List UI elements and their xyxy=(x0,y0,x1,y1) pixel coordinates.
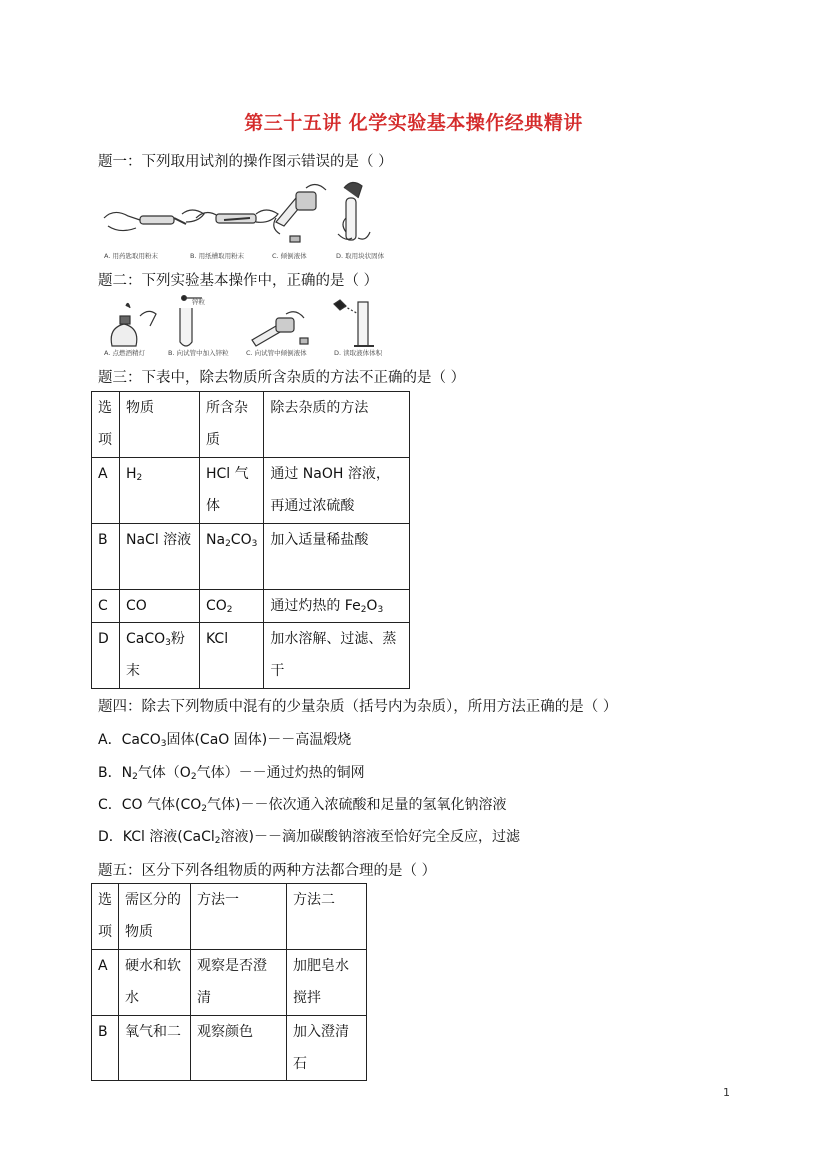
table-cell-method-2: 加入澄清石 xyxy=(287,1016,367,1081)
q5-table xyxy=(91,883,367,1081)
table-header-cell: 除去杂质的方法 xyxy=(264,392,410,458)
q1-figure-c xyxy=(274,184,326,242)
table-row xyxy=(92,950,367,1016)
q2-figure xyxy=(100,296,400,356)
table-header-cell: 需区分的物质 xyxy=(119,884,191,950)
page-title: 第三十五讲 化学实验基本操作经典精讲 xyxy=(244,112,583,134)
table-cell-method: 通过 NaOH 溶液，再通过浓硫酸 xyxy=(264,458,410,524)
table-header-cell: 选项 xyxy=(92,884,119,950)
table-row xyxy=(92,884,367,950)
q2-caption-b: B. 向试管中加入锌粒 xyxy=(168,349,229,357)
table-cell-option: D xyxy=(92,623,120,689)
q2-caption-d: D. 读取液体体积 xyxy=(334,349,383,357)
question-4-text: 题四：除去下列物质中混有的少量杂质（括号内为杂质），所用方法正确的是（ ） xyxy=(98,699,618,715)
q3-table xyxy=(91,391,410,689)
table-cell-option: B xyxy=(92,1016,119,1081)
q1-caption-a: A. 用药匙取用粉末 xyxy=(104,252,158,260)
table-header-cell: 方法二 xyxy=(287,884,367,950)
table-cell-substance: CaCO$_3$粉末 xyxy=(120,623,200,689)
q1-caption-b: B. 用纸槽取用粉末 xyxy=(190,252,245,260)
table-row xyxy=(92,590,410,623)
table-row xyxy=(92,524,410,590)
table-row xyxy=(92,1016,367,1081)
table-cell-option: A xyxy=(92,458,120,524)
question-3-text: 题三：下表中，除去物质所含杂质的方法不正确的是（ ） xyxy=(98,370,466,386)
page-number: 1 xyxy=(723,1086,730,1099)
table-header-cell: 物质 xyxy=(120,392,200,458)
table-cell-option: B xyxy=(92,524,120,590)
q4-option-a: A．CaCO$_3$固体(CaO 固体)－－高温煅烧 xyxy=(98,732,352,749)
table-cell-impurity: $Na_2CO_3$ xyxy=(200,524,264,590)
q1-figure xyxy=(100,178,430,258)
question-5-text: 题五：区分下列各组物质的两种方法都合理的是（ ） xyxy=(98,863,437,879)
table-cell-method-2: 加肥皂水搅拌 xyxy=(287,950,367,1016)
table-cell-substance: 硬水和软水 xyxy=(119,950,191,1016)
table-cell-impurity: KCl xyxy=(200,623,264,689)
table-cell-impurity: HCl 气体 xyxy=(200,458,264,524)
table-cell-method: 加入适量稀盐酸 xyxy=(264,524,410,590)
q2-figure-a xyxy=(111,303,156,346)
table-header-cell: 方法一 xyxy=(191,884,287,950)
question-2-text: 题二：下列实验基本操作中，正确的是（ ） xyxy=(98,273,379,289)
table-row xyxy=(92,392,410,458)
q2-caption-a: A. 点燃酒精灯 xyxy=(104,349,145,357)
table-cell-impurity: $CO_2$ xyxy=(200,590,264,623)
table-cell-option: C xyxy=(92,590,120,623)
table-row xyxy=(92,623,410,689)
q4-option-d: D．KCl 溶液(CaCl$_2$溶液)－－滴加碳酸钠溶液至恰好完全反应，过滤 xyxy=(98,829,520,846)
q1-figure-b xyxy=(196,210,278,223)
q2-label-zinc: 锌粒 xyxy=(192,298,205,306)
q4-option-b: B．$N_2$气体（$O_2$气体）－－通过灼热的铜网 xyxy=(98,765,365,782)
table-cell-option: A xyxy=(92,950,119,1016)
q1-figure-a xyxy=(104,210,204,231)
table-cell-substance: 氧气和二 xyxy=(119,1016,191,1081)
q1-caption-d: D. 取用块状固体 xyxy=(336,252,385,260)
table-cell-method: 通过灼热的 $Fe_2O_3$ xyxy=(264,590,410,623)
table-cell-substance: $H_2$ xyxy=(120,458,200,524)
q2-figure-d xyxy=(334,300,374,346)
question-1-text: 题一：下列取用试剂的操作图示错误的是（ ） xyxy=(98,154,393,170)
q2-figure-c xyxy=(252,312,308,346)
table-cell-method-1: 观察颜色 xyxy=(191,1016,287,1081)
table-header-cell: 所含杂质 xyxy=(200,392,264,458)
q4-option-c: C．CO 气体($CO_2$气体)－－依次通入浓硫酸和足量的氢氧化钠溶液 xyxy=(98,797,507,814)
table-row xyxy=(92,458,410,524)
table-cell-substance: CO xyxy=(120,590,200,623)
table-header-cell: 选项 xyxy=(92,392,120,458)
table-cell-method-1: 观察是否澄清 xyxy=(191,950,287,1016)
table-cell-method: 加水溶解、过滤、蒸干 xyxy=(264,623,410,689)
table-cell-substance: NaCl 溶液 xyxy=(120,524,200,590)
q1-caption-c: C. 倾倒液体 xyxy=(272,252,307,260)
q2-caption-c: C. 向试管中倾倒液体 xyxy=(246,349,307,357)
q1-figure-d xyxy=(338,182,370,240)
